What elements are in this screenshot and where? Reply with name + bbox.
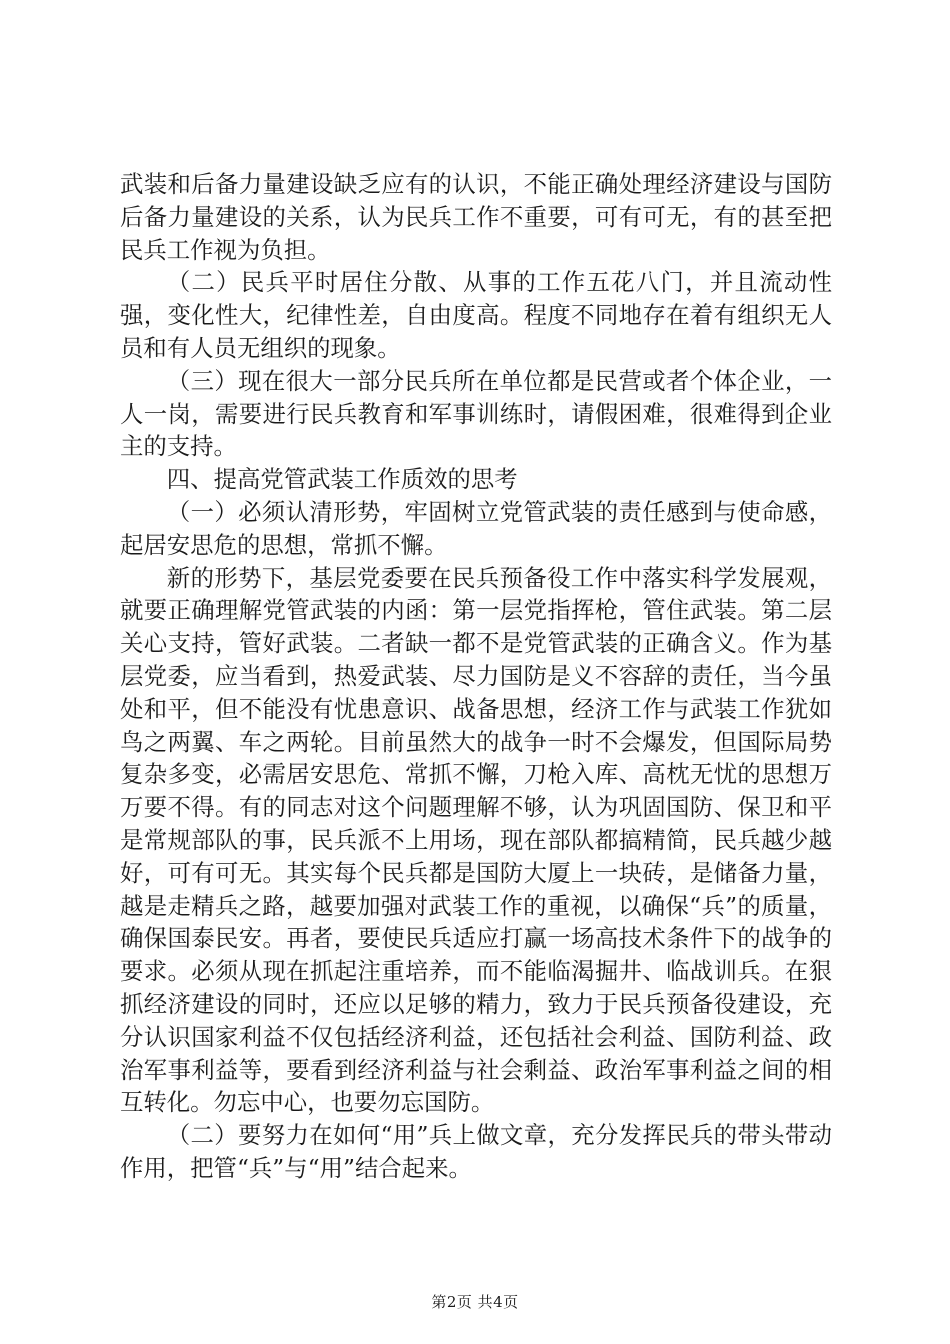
paragraph-item-3: （三）现在很大一部分民兵所在单位都是民营或者个体企业，一人一岗，需要进行民兵教育和军事训练时，请假困难，很难得到企业主的支持。 bbox=[120, 366, 832, 461]
paragraph-item-2: （二）民兵平时居住分散、从事的工作五花八门，并且流动性强，变化性大，纪律性差，自由度高。程度不同地存在着有组织无人员和有人员无组织的现象。 bbox=[120, 268, 832, 362]
page-footer: 第2页 共4页 bbox=[431, 1293, 519, 1311]
subsection-heading-1: （一）必须认清形势，牢固树立党管武装的责任感到与使命感，起居安思危的思想，常抓不懈。 bbox=[120, 497, 832, 559]
paragraph-body: 新的形势下，基层党委要在民兵预备役工作中落实科学发展观，就要正确理解党管武装的内函：第一层党指挥枪，管住武装。第二层关心支持，管好武装。二者缺一都不是党管武装的正确含义。作为基层党委，应当看到，热爱武装、尽力国防是义不容辞的责任，当今虽处和平，但不能没有忧患意识、战备思想，经济工作与武装工作犹如鸟之两翼、车之两轮。目前虽然大的战争一时不会爆发，但国际局势复杂多变，必需居安思危、常抓不懈，刀枪入库、高枕无忧的思想万万要不得。有的同志对这个问题理解不够，认为巩固国防、保卫和平是常规部队的事，民兵派不上用场，现在部队都搞精简，民兵越少越好，可有可无。其实每个民兵都是国防大厦上一块砖，是储备力量，越是走精兵之路，越要加强对武装工作的重视，以确保“兵”的质量，确保国泰民安。再者，要使民兵适应打赢一场高技术条件下的战争的要求。必须从现在抓起注重培养，而不能临渴掘井、临战训兵。在狠抓经济建设的同时，还应以足够的精力，致力于民兵预备役建设，充分认识国家利益不仅包括经济利益，还包括社会利益、国防利益、政治军事利益等，要看到经济利益与社会剩益、政治军事利益之间的相互转化。勿忘中心，也要勿忘国防。 bbox=[120, 563, 832, 1117]
document-body bbox=[120, 168, 832, 1185]
section-heading: 四、提高党管武装工作质效的思考 bbox=[166, 465, 518, 494]
subsection-heading-2: （二）要努力在如何“用”兵上做文章，充分发挥民兵的带头带动作用，把管“兵”与“用”结合起来。 bbox=[120, 1121, 832, 1182]
paragraph-continuation: 武装和后备力量建设缺乏应有的认识，不能正确处理经济建设与国防后备力量建设的关系，认为民兵工作不重要，可有可无，有的甚至把民兵工作视为负担。 bbox=[120, 170, 832, 264]
